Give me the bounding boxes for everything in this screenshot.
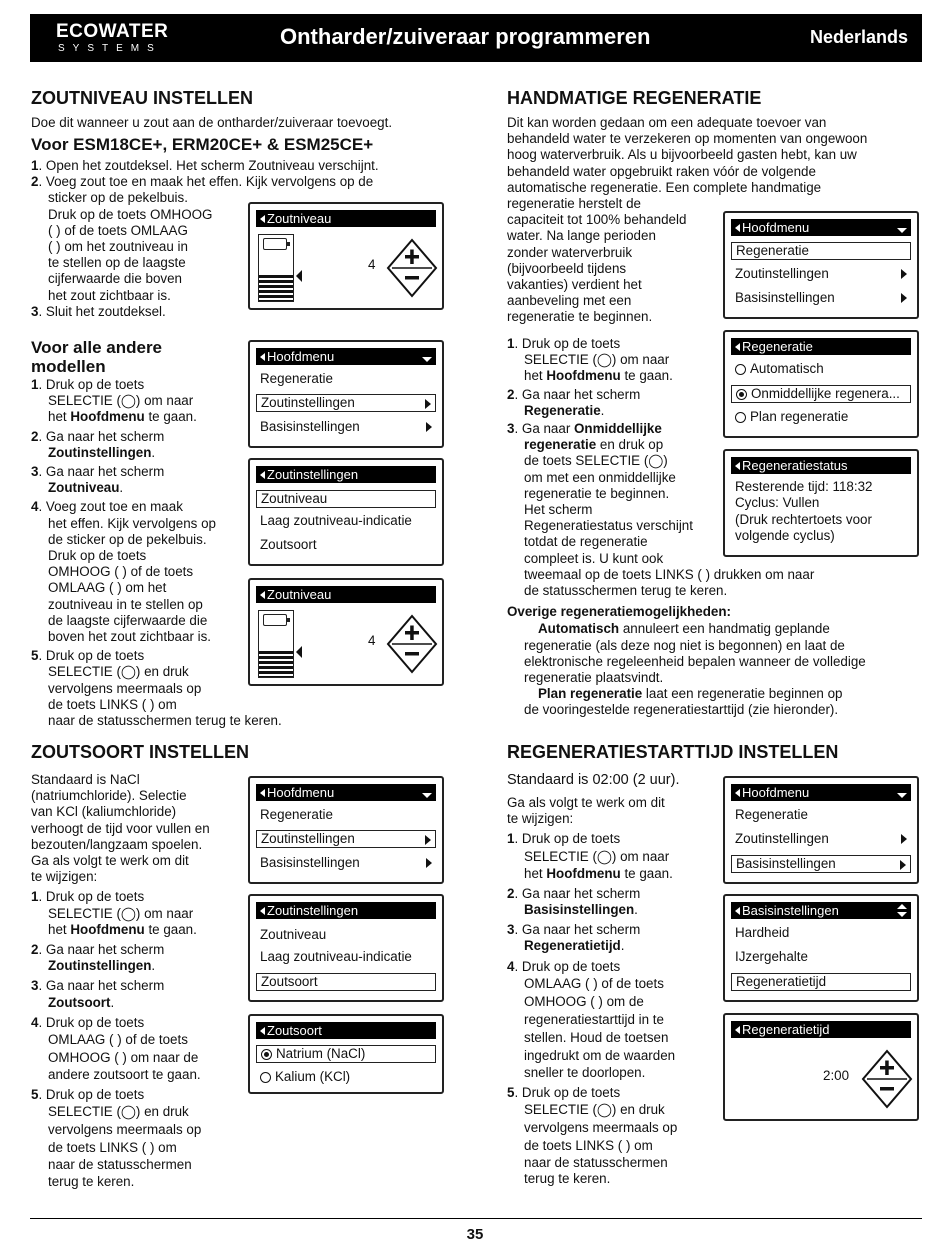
radio-plan-regeneratie[interactable]: Plan regeneratie xyxy=(731,408,911,426)
page-number: 35 xyxy=(466,1226,484,1243)
salt-tank-icon xyxy=(258,234,294,302)
screen-zoutniveau-2: Zoutniveau 4 xyxy=(248,578,444,686)
zoutsoort-text: Standaard is NaCl (natriumchloride). Selectie van KCl (kaliumchloride) verhoogt de tijd voor vullen en bezouten/langzaam spoelen. Ga als volgt te werk om dit te wijzigen: 1. Druk op de toets SELECTIE (◯) om naar het Hoofdmenu te gaan. 2. Ga naar het scherm Zoutinstellingen. 3. Ga naar het scherm Zoutsoort. 4. Druk op de toets OMLAAG ( ) of de toets OMHOOG ( ) om naar de andere zoutsoort te gaan. 5. Druk op de toets SELECTIE (◯) en druk vervolgens meermaals op de toets LINKS ( ) om naar de statusschermen terug te keren. xyxy=(31,772,210,1189)
menu-item-zoutniveau[interactable]: Zoutniveau xyxy=(260,927,327,942)
radio-automatisch[interactable]: Automatisch xyxy=(731,360,911,378)
menu-item-basisinstellingen[interactable]: Basisinstellingen xyxy=(256,854,436,872)
menu-item-regeneratie[interactable]: Regeneratie xyxy=(735,807,808,822)
screen-zoutniveau-1 xyxy=(248,202,444,310)
menu-item-ijzergehalte[interactable]: IJzergehalte xyxy=(735,949,808,964)
steps-list-2: 1. Druk op de toets SELECTIE (◯) om naar het Hoofdmenu te gaan. 2. Ga naar het scherm Zoutinstellingen. 3. Ga naar het scherm Zoutniveau. 4. Voeg zout toe en maak het effen. Kijk vervolgens op de sticker op de pekelbuis. Druk op de toets OMHOOG ( ) of de toets OMLAAG ( ) om het zoutniveau in te stellen op de laagste cijferwaarde die boven het zout zichtbaar is. 5. Druk op de toets SELECTIE (◯) en druk vervolgens meermaals op de toets LINKS ( ) om naar de statusschermen terug te keren. xyxy=(31,377,282,729)
screen-hoofdmenu-1: Hoofdmenu Regeneratie Zoutinstellingen Basisinstellingen xyxy=(248,340,444,448)
intro-text: Doe dit wanneer u zout aan de ontharder/zuiveraar toevoegt. xyxy=(31,115,393,130)
menu-item-regeneratie[interactable]: Regeneratie xyxy=(731,242,911,260)
menu-item-zoutsoort[interactable]: Zoutsoort xyxy=(260,537,317,552)
menu-item-basisinstellingen[interactable]: Basisinstellingen xyxy=(731,289,911,307)
up-down-keys-icon xyxy=(386,614,438,674)
screen-regeneratie: Regeneratie Automatisch Onmiddellijke regenera... Plan regeneratie xyxy=(723,330,919,438)
menu-item-zoutsoort[interactable]: Zoutsoort xyxy=(256,973,436,991)
steps-list: 1. Open het zoutdeksel. Het scherm Zoutniveau verschijnt. 2. Voeg zout toe en maak het effen. Kijk vervolgens op de sticker op de pekelbuis. Druk op de toets OMHOOG ( ) of de toets OMLAAG ( ) om het zoutniveau in te stellen op de laagste cijferwaarde die boven het zout zichtbaar is. 3. Sluit het zoutdeksel. xyxy=(31,158,451,320)
screen-title-bar: Zoutniveau xyxy=(256,210,436,227)
section-heading-regeneratiestarttijd: REGENERATIESTARTTIJD INSTELLEN xyxy=(507,742,839,762)
logo: ECOWATER xyxy=(56,21,169,42)
up-down-keys-icon xyxy=(386,238,438,298)
menu-item-regeneratietijd[interactable]: Regeneratietijd xyxy=(731,973,911,991)
menu-item-hardheid[interactable]: Hardheid xyxy=(735,925,790,940)
screen-hoofdmenu-4: Hoofdmenu Regeneratie Zoutinstellingen Basisinstellingen xyxy=(723,776,919,884)
menu-item-zoutinstellingen[interactable]: Zoutinstellingen xyxy=(731,830,911,848)
menu-item-zoutinstellingen[interactable]: Zoutinstellingen xyxy=(256,394,436,412)
subheading-other-models: Voor alle andere modellen xyxy=(31,338,163,376)
menu-item-regeneratie[interactable]: Regeneratie xyxy=(260,371,333,386)
menu-item-zoutniveau[interactable]: Zoutniveau xyxy=(256,490,436,508)
radio-kalium[interactable]: Kalium (KCl) xyxy=(256,1068,436,1086)
radio-natrium[interactable]: Natrium (NaCl) xyxy=(256,1045,436,1063)
status-text: Resterende tijd: 118:32 Cyclus: Vullen (Druk rechtertoets voor volgende cyclus) xyxy=(735,479,873,543)
level-value: 4 xyxy=(368,257,376,272)
screen-basisinstellingen: Basisinstellingen Hardheid IJzergehalte Regeneratietijd xyxy=(723,894,919,1002)
radio-onmiddellijk[interactable]: Onmiddellijke regenera... xyxy=(731,385,911,403)
handmatige-steps: 1. Druk op de toets SELECTIE (◯) om naar het Hoofdmenu te gaan. 2. Ga naar het scherm Regeneratie. 3. Ga naar Onmiddellijke regeneratie en druk op de toets SELECTIE (◯) om met een onmiddellijke regeneratie te beginnen. Het scherm Regeneratiestatus verschijnt totdat de regeneratie compleet is. U kunt ook tweemaal op de toets LINKS ( ) drukken om naar de statusschermen terug te keren. Overige regeneratiemogelijkheden: Automatisch annuleert een handmatig geplande regeneratie (als deze nog niet is begonnen) en laat de elektronische regeleenheid bepalen wanneer de volledige regeneratie plaatsvindt. Plan regeneratie laat een regeneratie beginnen op de vooringestelde regeneratiestarttijd (zie hieronder). xyxy=(507,336,866,718)
language-label: Nederlands xyxy=(809,27,908,47)
level-value: 4 xyxy=(368,633,376,648)
menu-item-zoutinstellingen[interactable]: Zoutinstellingen xyxy=(256,830,436,848)
scroll-updown-icon xyxy=(897,904,907,917)
menu-item-basisinstellingen[interactable]: Basisinstellingen xyxy=(731,855,911,873)
step-2: 2. Voeg zout toe en maak het effen. Kijk vervolgens op de xyxy=(31,174,374,190)
time-value: 2:00 xyxy=(823,1068,850,1083)
screen-regeneratiestatus: Regeneratiestatus Resterende tijd: 118:32 Cyclus: Vullen (Druk rechtertoets voor volgende cyclus) xyxy=(723,449,919,557)
menu-item-zoutinstellingen[interactable]: Zoutinstellingen xyxy=(731,265,911,283)
up-down-keys-icon xyxy=(861,1049,913,1109)
level-pointer-icon xyxy=(296,646,302,658)
screen-zoutsoort: Zoutsoort Natrium (NaCl) Kalium (KCl) xyxy=(248,1014,444,1094)
menu-item-laag-zoutniveau[interactable]: Laag zoutniveau-indicatie xyxy=(260,949,412,964)
step-1: 1. Open het zoutdeksel. Het scherm Zoutniveau verschijnt. xyxy=(31,158,379,173)
handmatige-text: Dit kan worden gedaan om een adequate toevoer van behandeld water te verzekeren op momenten van ongewoon hoog waterverbruik. Als u bijvoorbeeld gasten hebt, kan uw behandeld water opgebruikt raken vóór de volgende automatische regeneratie. Een complete handmatige regeneratie herstelt de capaciteit tot 100% behandeld water. Na lange perioden zonder waterverbruik (bijvoorbeeld tijdens vakanties) verdient het aanbeveling met een regeneratie te beginnen. xyxy=(507,115,868,325)
level-pointer-icon xyxy=(296,270,302,282)
screen-hoofdmenu-3: Hoofdmenu Regeneratie Zoutinstellingen Basisinstellingen xyxy=(723,211,919,319)
screen-hoofdmenu-2: Hoofdmenu Regeneratie Zoutinstellingen Basisinstellingen xyxy=(248,776,444,884)
section-heading-zoutsoort: ZOUTSOORT INSTELLEN xyxy=(31,742,249,762)
menu-item-regeneratie[interactable]: Regeneratie xyxy=(260,807,333,822)
salt-tank-icon xyxy=(258,610,294,678)
section-heading-handmatige: HANDMATIGE REGENERATIE xyxy=(507,88,762,108)
menu-item-basisinstellingen[interactable]: Basisinstellingen xyxy=(256,418,436,436)
page-header xyxy=(30,14,922,62)
starttijd-steps: Ga als volgt te werk om dit te wijzigen: 1. Druk op de toets SELECTIE (◯) om naar het Hoofdmenu te gaan. 2. Ga naar het scherm Basisinstellingen. 3. Ga naar het scherm Regeneratietijd. 4. Druk op de toets OMLAAG ( ) of de toets OMHOOG ( ) om de regeneratiestarttijd in te stellen. Houd de toetsen ingedrukt om de waarden sneller te doorlopen. 5. Druk op de toets SELECTIE (◯) en druk vervolgens meermaals op de toets LINKS ( ) om naar de statusschermen terug te keren. xyxy=(507,795,678,1187)
step-3: 3. Sluit het zoutdeksel. xyxy=(31,303,166,319)
section-heading-zoutniveau: ZOUTNIVEAU INSTELLEN xyxy=(31,88,254,108)
default-time-text: Standaard is 02:00 (2 uur). xyxy=(507,772,680,788)
footer-rule xyxy=(30,1218,922,1219)
menu-item-laag-zoutniveau[interactable]: Laag zoutniveau-indicatie xyxy=(260,513,412,528)
screen-zoutinstellingen-1: Zoutinstellingen Zoutniveau Laag zoutniveau-indicatie Zoutsoort xyxy=(248,458,444,566)
subheading-models: Voor ESM18CE+, ERM20CE+ & ESM25CE+ xyxy=(31,135,374,154)
logo-subtitle: SYSTEMS xyxy=(58,43,162,54)
screen-regeneratietijd: Regeneratietijd 2:00 xyxy=(723,1013,919,1121)
screen-zoutinstellingen-2: Zoutinstellingen Zoutniveau Laag zoutniveau-indicatie Zoutsoort xyxy=(248,894,444,1002)
page-title: Ontharder/zuiveraar programmeren xyxy=(280,24,651,49)
